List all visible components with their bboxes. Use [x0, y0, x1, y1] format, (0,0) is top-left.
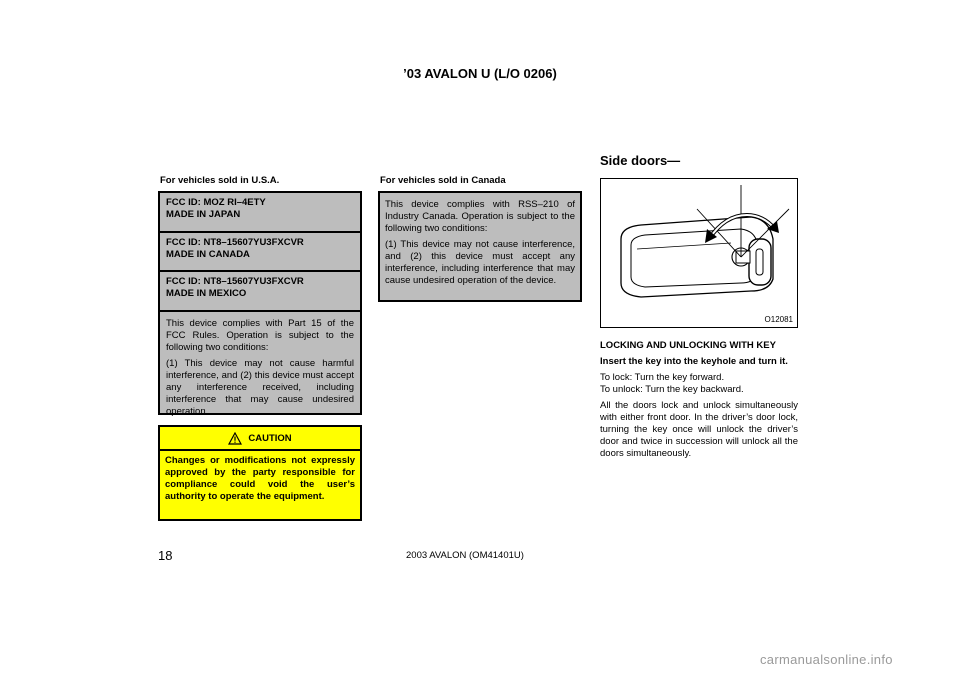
canada-paragraph: (1) This device may not cause interference, and (2) this device must accept any interference, including interference that may cause undesired operation of the device.	[385, 239, 575, 286]
door-lock-figure	[600, 178, 798, 328]
fcc-made-in-line: MADE IN MEXICO	[166, 288, 247, 299]
page-header-title: ’03 AVALON U (L/O 0206)	[403, 66, 557, 81]
door-handle-key-illustration	[601, 179, 797, 327]
side-doors-text	[600, 340, 798, 464]
caution-text: Changes or modifications not expressly approved by the party responsible for compliance could void the user’s authority to operate the equipment.	[165, 455, 355, 502]
fcc-id-line: FCC ID: NT8–15607YU3FXCVR	[166, 276, 304, 287]
caution-header	[160, 427, 360, 451]
fcc-made-in-line: MADE IN CANADA	[166, 249, 250, 260]
fcc-block-mexico	[160, 272, 360, 312]
watermark: carmanualsonline.info	[760, 652, 893, 667]
fcc-compliance-text	[160, 312, 360, 426]
warning-triangle-icon	[228, 432, 242, 445]
figure-code: O12081	[764, 315, 793, 324]
locking-heading: LOCKING AND UNLOCKING WITH KEY	[600, 340, 776, 351]
manual-code: 2003 AVALON (OM41401U)	[406, 550, 524, 561]
door-lock-description: All the doors lock and unlock simultaneously with either front door. In the driver’s door lock, turning the key once will unlock the driver’s door and twice in succession will unlock all the doors simultaneously.	[600, 400, 798, 459]
canada-compliance-box	[378, 191, 582, 302]
lock-instruction: To lock: Turn the key forward.	[600, 372, 725, 383]
compliance-paragraph: (1) This device may not cause harmful interference, and (2) this device must accept any interference received, including interference that may cause undesired operation.	[166, 358, 354, 417]
side-doors-title: Side doors—	[600, 153, 681, 168]
key-instruction: Insert the key into the keyhole and turn it.	[600, 356, 788, 367]
canada-paragraph: This device complies with RSS–210 of Industry Canada. Operation is subject to the following two conditions:	[385, 199, 575, 234]
page-number: 18	[158, 548, 173, 563]
usa-section-label: For vehicles sold in U.S.A.	[160, 175, 280, 186]
fcc-made-in-line: MADE IN JAPAN	[166, 209, 241, 220]
fcc-block-canada	[160, 233, 360, 272]
fcc-id-line: FCC ID: NT8–15607YU3FXCVR	[166, 237, 304, 248]
canada-section-label: For vehicles sold in Canada	[380, 175, 506, 186]
fcc-usa-box	[158, 191, 362, 415]
unlock-instruction: To unlock: Turn the key backward.	[600, 384, 744, 395]
fcc-block-japan	[160, 193, 360, 233]
caution-box	[158, 425, 362, 521]
caution-title: CAUTION	[248, 432, 292, 444]
compliance-paragraph: This device complies with Part 15 of the FCC Rules. Operation is subject to the following two conditions:	[166, 318, 354, 353]
fcc-id-line: FCC ID: MOZ RI–4ETY	[166, 197, 266, 208]
